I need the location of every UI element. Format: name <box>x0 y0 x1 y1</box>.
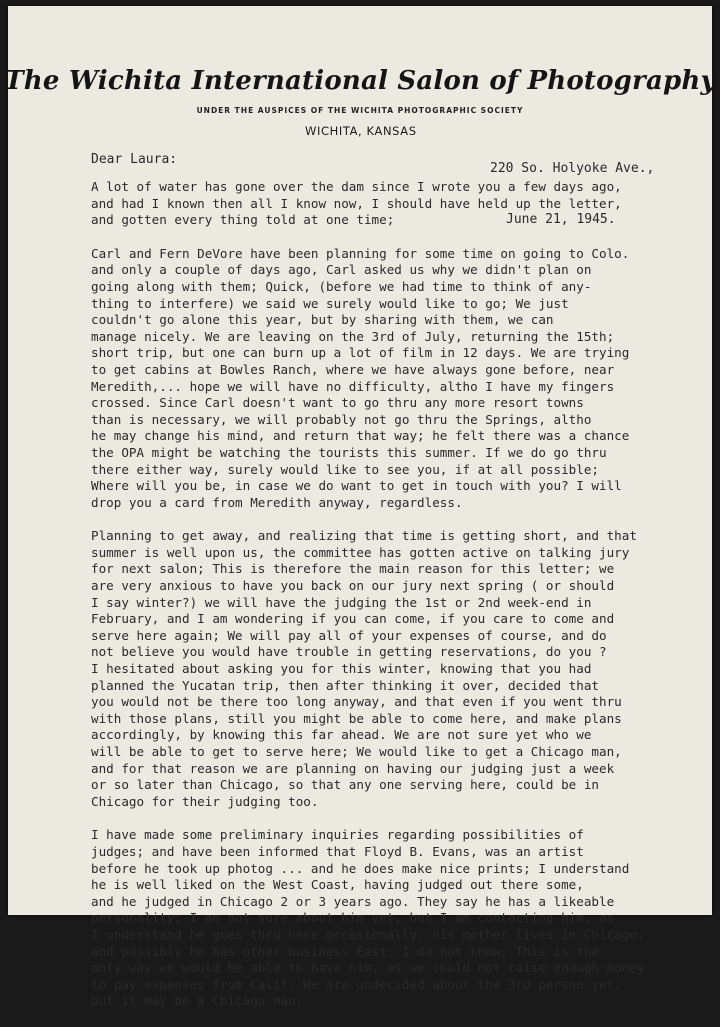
text-line: manage nicely. We are leaving on the 3rd of July, returning the 15th; <box>91 328 615 344</box>
letter-body <box>91 179 645 1027</box>
text-line: to pay expenses from Calif. We are undecided about the 3rd person yet, <box>91 976 622 992</box>
text-line: and he judged in Chicago 2 or 3 years ago. They say he has a likeable <box>91 893 615 909</box>
letterhead-city: WICHITA, KANSAS <box>305 124 417 138</box>
text-line: Chicago for their judging too. <box>91 793 319 809</box>
text-line: couldn't go alone this year, but by sharing with them, we can <box>91 312 554 328</box>
address-street: 220 So. Holyoke Ave., <box>490 161 655 176</box>
text-line: thing to interfere) we said we surely would like to go; We just <box>91 295 569 311</box>
text-line: going along with them; Quick, (before we had time to think of any- <box>91 278 592 294</box>
text-line: Planning to get away, and realizing that time is getting short, and that <box>91 528 637 544</box>
text-line: Where will you be, in case we do want to get in touch with you? I will <box>91 478 622 494</box>
text-line: will be able to get to serve here; We would like to get a Chicago man, <box>91 744 622 759</box>
text-line: to get cabins at Bowles Ranch, where we have always gone before, near <box>91 361 615 377</box>
text-line: the OPA might be watching the tourists this summer. If we do go thru <box>91 444 607 460</box>
text-line: only way we would be able to have him, as we could not raise enough money <box>91 960 645 976</box>
text-line: with those plans, still you might be able to come here, and make plans <box>91 710 622 726</box>
salutation: Dear Laura: <box>91 152 178 167</box>
text-line: before he took up photog ... and he does make nice prints; I understand <box>91 860 630 876</box>
text-line: personality; I am not sure about him yet, but I am contacting him, as <box>91 910 615 926</box>
text-line: crossed. Since Carl doesn't want to go thru any more resort towns <box>91 395 584 411</box>
paragraph <box>91 179 645 229</box>
text-line: Meredith,... hope we will have no difficulty, altho I have my fingers <box>91 378 615 394</box>
text-line: he is well liked on the West Coast, having judged out there some, <box>91 877 584 893</box>
text-line: summer is well upon us, the committee has gotten active on talking jury <box>91 544 630 560</box>
text-line: and for that reason we are planning on having our judging just a week <box>91 760 615 776</box>
text-line: or so later than Chicago, so that any one serving here, could be in <box>91 777 599 793</box>
text-line: and had I known then all I know now, I should have held up the letter, <box>91 195 622 211</box>
text-line: serve here again; We will pay all of your expenses of course, and do <box>91 627 607 643</box>
text-line: judges; and have been informed that Floyd B. Evans, was an artist <box>91 843 584 859</box>
text-line: for next salon; This is therefore the main reason for this letter; we <box>91 561 615 577</box>
text-line: I understand he goes thru here occasionally; his mother lives in Chicago, <box>91 926 645 942</box>
text-line: and possibly he has other business East; I do not know; This is the <box>91 943 599 959</box>
letter-date: June 21, 1945. <box>506 212 616 227</box>
paragraph <box>91 827 645 1010</box>
text-line: planned the Yucatan trip, then after thinking it over, decided that <box>91 677 599 693</box>
paragraph <box>91 246 645 512</box>
text-line: Carl and Fern DeVore have been planning for some time on going to Colo. <box>91 245 630 261</box>
text-line: are very anxious to have you back on our jury next spring ( or should <box>91 578 615 594</box>
text-line: than is necessary, we will probably not go thru the Springs, altho <box>91 411 592 427</box>
text-line: and only a couple of days ago, Carl asked us why we didn't plan on <box>91 262 592 278</box>
text-line: there either way, surely would like to see you, if at all possible; <box>91 461 599 477</box>
letterhead-auspices: UNDER THE AUSPICES OF THE WICHITA PHOTOGRAPHIC SOCIETY <box>196 106 524 115</box>
text-line: I hesitated about asking you for this winter, knowing that you had <box>91 661 592 677</box>
text-line: drop you a card from Meredith anyway, regardless. <box>91 494 463 510</box>
text-line: you would not be there too long anyway, and that even if you went thru <box>91 694 622 710</box>
letterhead-title: The Wichita International Salon of Photography <box>4 66 716 96</box>
text-line: I say winter?) we will have the judging the 1st or 2nd week-end in <box>91 594 592 610</box>
text-line: February, and I am wondering if you can come, if you care to come and <box>91 611 615 627</box>
text-line: and gotten every thing told at one time; <box>91 212 395 228</box>
text-line: I have made some preliminary inquiries regarding possibilities of <box>91 827 584 843</box>
text-line: he may change his mind, and return that way; he felt there was a chance <box>91 428 630 444</box>
text-line: not believe you would have trouble in getting reservations, do you ? <box>91 644 607 660</box>
text-line: A lot of water has gone over the dam since I wrote you a few days ago, <box>91 179 622 194</box>
text-line: accordingly, by knowing this far ahead. We are not sure yet who we <box>91 727 592 743</box>
text-line: but it may be a Chicago man. <box>91 993 304 1009</box>
text-line: short trip, but one can burn up a lot of film in 12 days. We are trying <box>91 345 630 361</box>
paragraph <box>91 528 645 810</box>
